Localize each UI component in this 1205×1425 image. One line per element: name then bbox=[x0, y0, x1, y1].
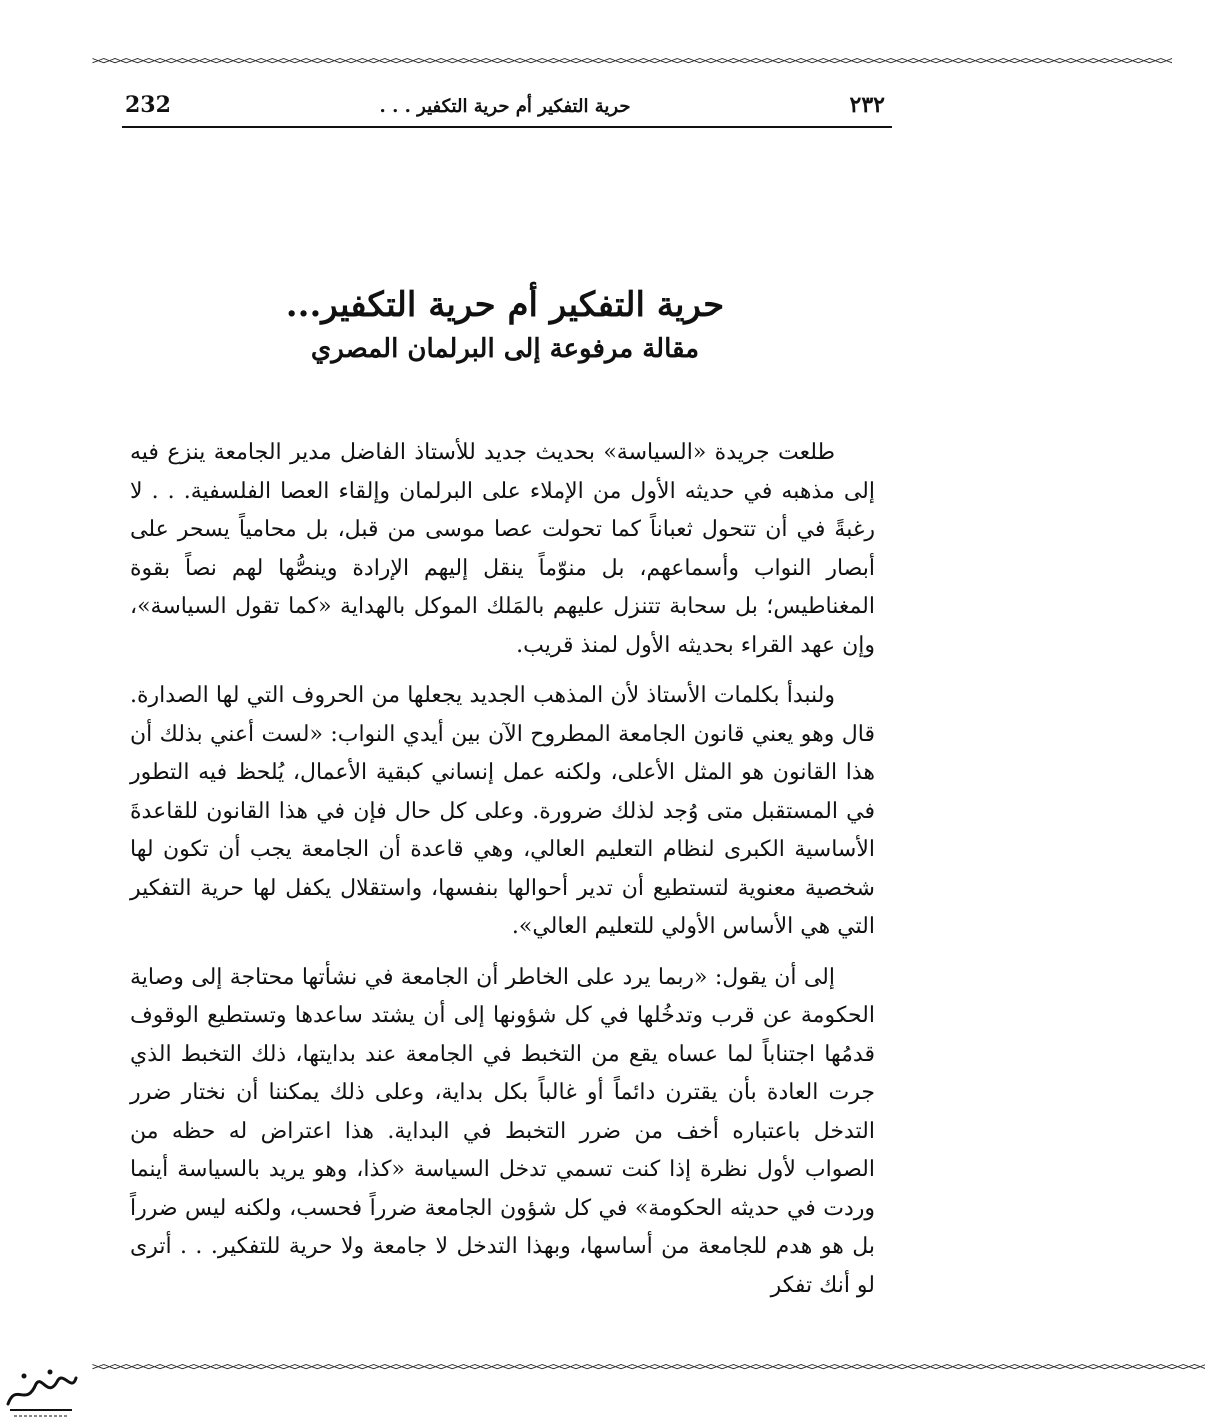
article-heading bbox=[130, 280, 880, 367]
running-title: حرية التفكير أم حرية التكفير . . . bbox=[379, 96, 631, 117]
header-rule bbox=[122, 126, 892, 128]
article-body bbox=[130, 434, 875, 1317]
paragraph: ولنبدأ بكلمات الأستاذ لأن المذهب الجديد يجعلها من الحروف التي لها الصدارة. قال وهو يعني قانون الجامعة المطروح الآن بين أيدي النواب: «لست أعني بذلك أن هذا القانون هو المثل الأعلى، ولكنه عمل إنساني كبقية الأعمال، يُلحظ فيه التطور في المستقبل متى وُجد لذلك ضرورة. وعلى كل حال فإن في هذا القانون للقاعدةَ الأساسية الكبرى لنظام التعليم العالي، وهي قاعدة أن الجامعة يجب أن تكون لها شخصية معنوية لتستطيع أن تدير أحوالها بنفسها، واستقلال يكفل لها حرية التفكير التي هي الأساس الأولي للتعليم العالي». bbox=[130, 683, 875, 939]
page-number-arabic: ٢٣٢ bbox=[849, 92, 885, 118]
article-title: حرية التفكير أم حرية التكفير... bbox=[285, 285, 725, 325]
top-decorative-border: ><><><><><><><><><><><><><><><><><><><><><><><><><><><><><><><><><><><><><><><><><><><><><><><><><><><><><><><><><><><><><><><><><><><><><><><><><><><><><><><><><><><><><><><><><><><><><><><>< bbox=[92, 54, 1172, 67]
paragraph: طلعت جريدة «السياسة» بحديث جديد للأستاذ الفاضل مدير الجامعة ينزع فيه إلى مذهبه في حديثه الأول من الإملاء على البرلمان وإلقاء العصا الفلسفية. . . لا رغبةً في أن تتحول ثعباناً كما تحولت عصا موسى من قبل، بل محامياً يسحر على أبصار النواب وأسماعهم، بل منوّماً ينقل إليهم الإرادة وينصُّها لهم نصاً بقوة المغناطيس؛ بل سحابة تتنزل عليهم بالمَلك الموكل بالهداية «كما تقول السياسة»، وإن عهد القراء بحديثه الأول لمنذ قريب. bbox=[130, 440, 875, 658]
page-header bbox=[125, 92, 885, 122]
article-subtitle: مقالة مرفوعة إلى البرلمان المصري bbox=[310, 334, 700, 364]
paragraph: إلى أن يقول: «ربما يرد على الخاطر أن الجامعة في نشأتها محتاجة إلى وصاية الحكومة عن قرب وتدخُلها في كل شؤونها إلى أن يشتد ساعدها وتستطيع الوقوف قدمُها اجتناباً لما عساه يقع من التخبط في الجامعة عند بدايتها، ذلك التخبط الذي جرت العادة بأن يقترن دائماً أو غالباً بكل بداية، وعلى ذلك يمكننا أن نختار ضرر التدخل باعتباره أخف من ضرر التخبط في البداية. هذا اعتراض له حظه من الصواب لأول نظرة إذا كنت تسمي تدخل السياسة «كذا، وهو يريد بالسياسة أينما وردت في حديثه الحكومة» في كل شؤون الجامعة ضرراً فحسب، ولكنه ليس ضرراً بل هو هدم للجامعة من أساسها، وبهذا التدخل لا جامعة ولا حرية للتفكير. . . أترى لو أنك تفكر bbox=[130, 964, 875, 1298]
library-stamp-logo-icon bbox=[2, 1366, 80, 1422]
page-number-latin: 232 bbox=[125, 92, 171, 118]
bottom-decorative-border: ><><><><><><><><><><><><><><><><><><><><><><><><><><><><><><><><><><><><><><><><><><><><><><><><><><><><><><><><><><><><><><><><><><><><><><><><><><><><><><><><><><><><><><><><><><><><><><><><><><>< bbox=[92, 1360, 1205, 1373]
